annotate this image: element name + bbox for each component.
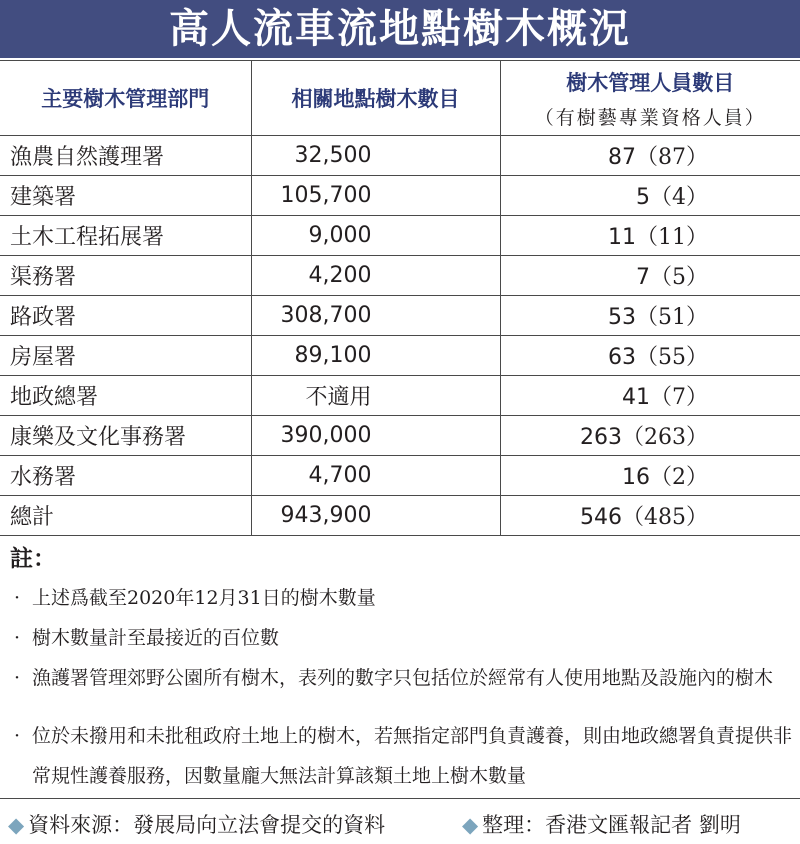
table-row <box>0 256 800 296</box>
table-row <box>0 216 800 256</box>
title-banner: 高人流車流地點樹木概況 <box>0 0 800 58</box>
diamond-icon: ◆ <box>8 813 25 837</box>
bullet-icon: · <box>14 667 21 689</box>
qualified-count: （485） <box>622 505 708 530</box>
note-text: 上述爲截至2020年12月31日的樹木數量 <box>32 587 376 609</box>
note-text: 漁護署管理郊野公園所有樹木，表列的數字只包括位於經常有人使用地點及設施內的樹木 <box>32 667 774 689</box>
note-item <box>14 716 794 796</box>
dept-cell: 建築署 <box>0 176 251 216</box>
staff-count: 53 <box>608 305 636 330</box>
staff-cell <box>500 136 800 176</box>
qualified-count: （51） <box>636 305 708 330</box>
staff-count: 7 <box>636 265 650 290</box>
qualified-count: （11） <box>636 225 708 250</box>
tree-count-cell: 4,700 <box>251 456 500 496</box>
bullet-icon: · <box>14 627 21 649</box>
table-row <box>0 136 800 176</box>
table-row <box>0 296 800 336</box>
staff-count: 16 <box>622 465 650 490</box>
staff-count: 263 <box>580 425 622 450</box>
dept-cell: 房屋署 <box>0 336 251 376</box>
note-text: 位於未撥用和未批租政府土地上的樹木，若無指定部門負責護養，則由地政總署負責提供非常規性護養服務，因數量龐大無法計算該類土地上樹木數量 <box>32 725 793 787</box>
diamond-icon: ◆ <box>462 813 479 837</box>
staff-cell <box>500 176 800 216</box>
note-item <box>14 658 794 698</box>
staff-count: 63 <box>608 345 636 370</box>
tree-count-cell: 390,000 <box>251 416 500 456</box>
dept-cell: 水務署 <box>0 456 251 496</box>
header-staff <box>500 61 800 136</box>
header-staff-sub: （有樹藝專業資格人員） <box>534 106 766 129</box>
tree-count-cell: 32,500 <box>251 136 500 176</box>
notes-title: 註： <box>10 546 56 572</box>
dept-cell: 地政總署 <box>0 376 251 416</box>
tree-count-cell: 105,700 <box>251 176 500 216</box>
tree-count-cell: 89,100 <box>251 336 500 376</box>
bullet-icon: · <box>14 725 21 747</box>
header-count: 相關地點樹木數目 <box>251 61 500 136</box>
staff-cell <box>500 336 800 376</box>
qualified-count: （55） <box>636 345 708 370</box>
staff-cell <box>500 416 800 456</box>
bullet-icon: · <box>14 587 21 609</box>
footer <box>0 800 800 844</box>
staff-count: 41 <box>622 385 650 410</box>
staff-count: 11 <box>608 225 636 250</box>
qualified-count: （7） <box>650 385 708 410</box>
dept-cell: 路政署 <box>0 296 251 336</box>
staff-cell <box>500 376 800 416</box>
tree-count-cell: 943,900 <box>251 496 500 536</box>
dept-cell: 渠務署 <box>0 256 251 296</box>
note-text: 樹木數量計至最接近的百位數 <box>32 627 280 649</box>
tree-count-cell: 4,200 <box>251 256 500 296</box>
table-row <box>0 416 800 456</box>
qualified-count: （263） <box>622 425 708 450</box>
table-row <box>0 176 800 216</box>
source-credit <box>8 809 385 839</box>
staff-count: 546 <box>580 505 622 530</box>
table-row <box>0 456 800 496</box>
staff-count: 5 <box>636 185 650 210</box>
staff-cell <box>500 496 800 536</box>
table-header-row <box>0 61 800 136</box>
tree-count-cell: 9,000 <box>251 216 500 256</box>
dept-cell: 土木工程拓展署 <box>0 216 251 256</box>
staff-cell <box>500 216 800 256</box>
dept-cell: 康樂及文化事務署 <box>0 416 251 456</box>
qualified-count: （4） <box>650 185 708 210</box>
note-item <box>14 578 794 618</box>
dept-cell: 總計 <box>0 496 251 536</box>
editor-credit <box>462 809 741 839</box>
header-dept: 主要樹木管理部門 <box>0 61 251 136</box>
qualified-count: （2） <box>650 465 708 490</box>
editor-text: 整理：香港文匯報記者 劉明 <box>482 813 741 837</box>
qualified-count: （5） <box>650 265 708 290</box>
source-text: 資料來源：發展局向立法會提交的資料 <box>28 813 386 837</box>
table-row <box>0 496 800 536</box>
table-row <box>0 376 800 416</box>
dept-cell: 漁農自然護理署 <box>0 136 251 176</box>
qualified-count: （87） <box>636 145 708 170</box>
staff-count: 87 <box>608 145 636 170</box>
table-row <box>0 336 800 376</box>
tree-count-cell: 308,700 <box>251 296 500 336</box>
staff-cell <box>500 456 800 496</box>
header-staff-label: 樹木管理人員數目 <box>566 70 735 95</box>
staff-cell <box>500 256 800 296</box>
notes-section <box>0 536 800 799</box>
staff-cell <box>500 296 800 336</box>
note-item <box>14 618 794 658</box>
tree-table <box>0 60 800 536</box>
tree-count-cell: 不適用 <box>251 376 500 416</box>
